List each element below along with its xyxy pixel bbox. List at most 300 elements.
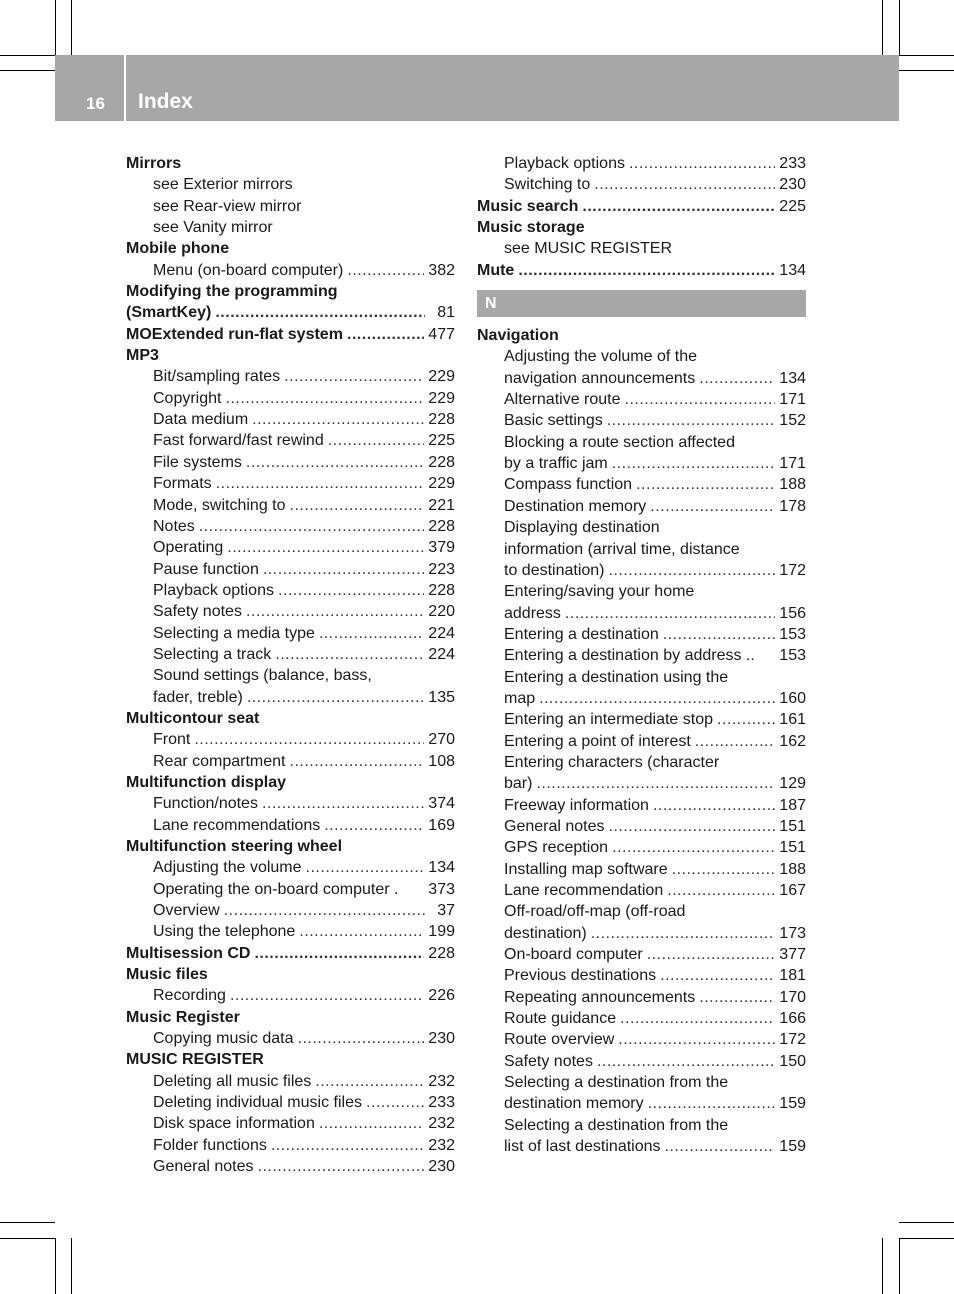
page-reference: 170 xyxy=(779,988,806,1006)
page-reference: 169 xyxy=(428,816,455,834)
entry-label: Deleting individual music files xyxy=(153,1094,362,1112)
page-reference: 172 xyxy=(779,1031,806,1049)
leader-dots xyxy=(328,430,425,451)
crop-mark xyxy=(0,55,55,56)
entry-label: Entering a point of interest xyxy=(504,732,691,750)
index-heading: Mirrors xyxy=(126,155,182,172)
entry-label: Switching to xyxy=(504,176,591,194)
index-heading: Music files xyxy=(126,966,208,984)
entry-label: (SmartKey) xyxy=(126,304,212,322)
leader-dots xyxy=(536,773,775,794)
leader-dots xyxy=(629,153,775,174)
entry-label: General notes xyxy=(153,1158,254,1176)
crop-mark xyxy=(899,0,900,55)
leader-dots xyxy=(609,816,776,837)
leader-dots xyxy=(262,793,424,814)
leader-dots xyxy=(263,559,424,580)
entry-label: map xyxy=(504,689,536,707)
leader-dots xyxy=(252,409,424,430)
entry-label: Adjusting the volume xyxy=(153,859,302,877)
page-reference: 377 xyxy=(779,946,806,964)
index-heading: Multifunction display xyxy=(126,773,286,791)
index-subentry-with-page xyxy=(126,473,455,494)
index-subentry-with-page xyxy=(126,1071,455,1092)
entry-label: Menu (on-board computer) xyxy=(153,261,344,279)
index-subentry-with-page xyxy=(477,987,806,1008)
entry-label: Lane recommendations xyxy=(153,816,321,834)
index-subentry-with-page xyxy=(477,410,806,431)
index-subentry-with-page xyxy=(126,751,455,772)
leader-dots xyxy=(565,603,775,624)
index-subentry-with-page xyxy=(126,793,455,814)
page-reference: 166 xyxy=(779,1010,806,1028)
index-subentry-with-page xyxy=(477,474,806,495)
entry-label: Rear compartment xyxy=(153,752,286,770)
entry-label: Using the telephone xyxy=(153,923,296,941)
index-heading-with-page xyxy=(126,302,455,323)
index-heading: Mobile phone xyxy=(126,240,230,258)
leader-dots xyxy=(667,880,775,901)
entry-label: Bit/sampling rates xyxy=(153,368,281,386)
entry-label: Pause function xyxy=(153,560,259,578)
index-subentry-with-page xyxy=(477,773,806,794)
index-subentry-with-page xyxy=(126,452,455,473)
index-heading: MP3 xyxy=(126,347,159,365)
leader-dots xyxy=(582,196,775,217)
index-subentry: Entering characters (character xyxy=(504,753,720,771)
index-heading: Modifying the programming xyxy=(126,283,338,301)
index-subentry-with-page xyxy=(126,921,455,942)
page-reference: 159 xyxy=(779,1138,806,1156)
index-subentry: Sound settings (balance, bass, xyxy=(153,667,372,685)
page-reference: 229 xyxy=(428,389,455,407)
leader-dots xyxy=(636,474,775,495)
leader-dots xyxy=(315,1071,424,1092)
page-reference: 229 xyxy=(428,368,455,386)
crop-mark xyxy=(899,1238,900,1294)
page-reference: 159 xyxy=(779,1095,806,1113)
index-subentry-with-page xyxy=(126,516,455,537)
page-reference: 382 xyxy=(428,261,455,279)
index-subentry-with-page xyxy=(477,174,806,195)
entry-label: to destination) xyxy=(504,561,605,579)
entry-label: Safety notes xyxy=(153,603,242,621)
leader-dots xyxy=(216,473,425,494)
crop-mark xyxy=(882,1238,883,1294)
index-subentry-with-page xyxy=(477,731,806,752)
index-subentry-with-page xyxy=(126,900,455,921)
index-subentry-with-page xyxy=(126,985,455,1006)
entry-label: list of last destinations xyxy=(504,1138,661,1156)
leader-dots xyxy=(618,1029,775,1050)
entry-label: Copying music data xyxy=(153,1030,294,1048)
index-subentry-with-page xyxy=(477,1093,806,1114)
index-heading: Music storage xyxy=(477,219,585,237)
page-reference: 232 xyxy=(428,1136,455,1154)
index-heading: Music Register xyxy=(126,1008,240,1026)
entry-label: Copyright xyxy=(153,389,222,407)
page-reference: 81 xyxy=(437,304,455,322)
leader-dots xyxy=(620,1008,775,1029)
crop-mark xyxy=(882,0,883,55)
index-subentry-with-page xyxy=(477,944,806,965)
entry-label: Entering a destination by address .. xyxy=(504,647,755,665)
page-reference: 181 xyxy=(779,967,806,985)
entry-label: Multisession CD xyxy=(126,944,251,962)
page-reference: 228 xyxy=(428,453,455,471)
entry-label: Alternative route xyxy=(504,391,621,409)
entry-label: Front xyxy=(153,731,191,749)
page-number: 16 xyxy=(86,94,105,113)
page-reference: 187 xyxy=(779,796,806,814)
page-reference: 134 xyxy=(428,859,455,877)
leader-dots xyxy=(695,731,776,752)
leader-dots xyxy=(290,495,425,516)
crop-mark xyxy=(899,70,954,71)
page-reference: 270 xyxy=(428,731,455,749)
entry-label: Data medium xyxy=(153,411,249,429)
index-subentry-with-page xyxy=(126,1113,455,1134)
index-subentry-with-page xyxy=(126,687,455,708)
leader-dots xyxy=(647,944,776,965)
entry-label: Compass function xyxy=(504,476,633,494)
leader-dots xyxy=(224,900,425,921)
index-subentry: Off-road/off-map (off-road xyxy=(504,903,686,921)
entry-label: Freeway information xyxy=(504,796,649,814)
leader-dots xyxy=(660,965,775,986)
index-subentry-with-page xyxy=(477,688,806,709)
entry-label: Route guidance xyxy=(504,1010,617,1028)
index-subentry-with-page xyxy=(477,496,806,517)
index-subentry-with-page xyxy=(126,879,455,900)
page-reference: 379 xyxy=(428,539,455,557)
index-subentry: see Vanity mirror xyxy=(153,219,273,237)
index-subentry-with-page xyxy=(126,366,455,387)
leader-dots xyxy=(539,688,775,709)
index-subentry: Entering/saving your home xyxy=(504,583,695,601)
entry-label: destination) xyxy=(504,924,587,942)
leader-dots xyxy=(278,580,424,601)
index-subentry-with-page xyxy=(477,624,806,645)
leader-dots xyxy=(271,1135,424,1156)
page-reference: 150 xyxy=(779,1052,806,1070)
entry-label: On-board computer xyxy=(504,946,643,964)
entry-label: File systems xyxy=(153,453,242,471)
index-heading: MUSIC REGISTER xyxy=(126,1051,264,1069)
page-reference: 225 xyxy=(779,197,806,215)
entry-label: Mode, switching to xyxy=(153,496,286,514)
index-heading: Multifunction steering wheel xyxy=(126,838,343,855)
leader-dots xyxy=(597,1051,775,1072)
page-reference: 151 xyxy=(779,817,806,835)
index-subentry-with-page xyxy=(126,729,455,750)
leader-dots xyxy=(366,1092,424,1113)
index-subentry-with-page xyxy=(126,1135,455,1156)
entry-label: Playback options xyxy=(504,155,625,172)
page-reference: 477 xyxy=(428,325,455,343)
index-subentry: see Rear-view mirror xyxy=(153,197,302,215)
leader-dots xyxy=(663,624,776,645)
index-subentry-with-page xyxy=(126,580,455,601)
page-reference: 232 xyxy=(428,1115,455,1133)
leader-dots xyxy=(324,815,424,836)
index-subentry: Blocking a route section affected xyxy=(504,433,735,451)
crop-mark xyxy=(71,1238,72,1294)
page-reference: 151 xyxy=(779,839,806,857)
index-heading-with-page xyxy=(126,943,455,964)
index-column-left xyxy=(126,153,455,1178)
index-subentry-with-page xyxy=(126,1092,455,1113)
leader-dots xyxy=(653,795,775,816)
index-subentry-with-page xyxy=(477,453,806,474)
index-subentry: see MUSIC REGISTER xyxy=(504,240,673,258)
page-reference: 188 xyxy=(779,860,806,878)
page-reference: 374 xyxy=(428,795,455,813)
page-reference: 223 xyxy=(428,560,455,578)
crop-mark xyxy=(55,0,56,55)
entry-label: Formats xyxy=(153,475,212,493)
index-subentry-with-page xyxy=(126,601,455,622)
page-reference: 178 xyxy=(779,497,806,515)
page-reference: 225 xyxy=(428,432,455,450)
entry-label: by a traffic jam xyxy=(504,455,608,473)
page-reference: 224 xyxy=(428,645,455,663)
entry-label: Disk space information xyxy=(153,1115,315,1133)
leader-dots xyxy=(607,410,776,431)
leader-dots xyxy=(591,923,776,944)
entry-label: Installing map software xyxy=(504,860,668,878)
page-reference: 173 xyxy=(779,924,806,942)
leader-dots xyxy=(254,943,424,964)
index-subentry-with-page xyxy=(126,1156,455,1177)
index-subentry: Adjusting the volume of the xyxy=(504,348,698,366)
entry-label: Recording xyxy=(153,987,226,1005)
crop-mark xyxy=(71,0,72,55)
entry-label: Entering an intermediate stop xyxy=(504,711,714,729)
entry-label: Selecting a track xyxy=(153,645,272,663)
index-heading-with-page xyxy=(477,260,806,281)
entry-label: Repeating announcements xyxy=(504,988,696,1006)
entry-label: Operating the on-board computer . xyxy=(153,880,399,898)
index-subentry-with-page xyxy=(126,857,455,878)
entry-label: MOExtended run-flat system xyxy=(126,325,343,343)
entry-label: fader, treble) xyxy=(153,688,243,706)
index-subentry-with-page xyxy=(477,1136,806,1157)
index-subentry-with-page xyxy=(477,153,806,174)
index-subentry: Entering a destination using the xyxy=(504,668,729,686)
page-reference: 220 xyxy=(428,603,455,621)
entry-label: Entering a destination xyxy=(504,625,659,643)
index-subentry-with-page xyxy=(126,537,455,558)
page-reference: 188 xyxy=(779,476,806,494)
leader-dots xyxy=(194,729,424,750)
entry-label: Deleting all music files xyxy=(153,1072,312,1090)
index-subentry-with-page xyxy=(477,837,806,858)
index-subentry-with-page xyxy=(477,389,806,410)
entry-label: GPS reception xyxy=(504,839,609,857)
leader-dots xyxy=(319,623,424,644)
page-reference: 171 xyxy=(779,391,806,409)
leader-dots xyxy=(699,368,775,389)
page-reference: 152 xyxy=(779,412,806,430)
page-reference: 230 xyxy=(428,1030,455,1048)
index-heading-with-page xyxy=(126,324,455,345)
crop-mark xyxy=(55,1238,56,1294)
page-reference: 233 xyxy=(428,1094,455,1112)
crop-mark xyxy=(0,70,55,71)
leader-dots xyxy=(246,452,424,473)
page-reference: 224 xyxy=(428,624,455,642)
leader-dots xyxy=(612,453,776,474)
index-column-right xyxy=(477,153,806,1157)
leader-dots xyxy=(284,366,424,387)
index-subentry-with-page xyxy=(477,709,806,730)
index-heading: Navigation xyxy=(477,327,559,345)
index-subentry-with-page xyxy=(477,1051,806,1072)
leader-dots xyxy=(225,388,424,409)
page-reference: 233 xyxy=(779,155,806,172)
page-reference: 226 xyxy=(428,987,455,1005)
page-reference: 228 xyxy=(428,411,455,429)
entry-label: bar) xyxy=(504,775,533,793)
index-subentry: Displaying destination xyxy=(504,519,660,537)
entry-label: Basic settings xyxy=(504,412,603,430)
entry-label: Music search xyxy=(477,197,579,215)
page-reference: 229 xyxy=(428,475,455,493)
leader-dots xyxy=(299,921,424,942)
entry-label: Selecting a media type xyxy=(153,624,315,642)
leader-dots xyxy=(518,260,775,281)
page-reference: 161 xyxy=(779,711,806,729)
entry-label: navigation announcements xyxy=(504,369,696,387)
index-subentry-with-page xyxy=(126,388,455,409)
page-reference: 172 xyxy=(779,561,806,579)
index-subentry: Selecting a destination from the xyxy=(504,1116,729,1134)
leader-dots xyxy=(199,516,425,537)
entry-label: Operating xyxy=(153,539,224,557)
index-subentry-with-page xyxy=(477,560,806,581)
index-subentry-with-page xyxy=(477,1029,806,1050)
page-reference: 221 xyxy=(428,496,455,514)
entry-label: Fast forward/fast rewind xyxy=(153,432,324,450)
page-reference: 171 xyxy=(779,455,806,473)
page-title: Index xyxy=(138,90,193,113)
leader-dots xyxy=(665,1136,776,1157)
index-subentry-with-page xyxy=(126,644,455,665)
entry-label: Playback options xyxy=(153,581,274,599)
page-reference: 134 xyxy=(779,369,806,387)
page-reference: 135 xyxy=(428,688,455,706)
leader-dots xyxy=(290,751,425,772)
leader-dots xyxy=(672,859,776,880)
index-subentry-with-page xyxy=(126,1028,455,1049)
index-heading: Multicontour seat xyxy=(126,709,260,727)
page-reference: 199 xyxy=(428,923,455,941)
entry-label: Mute xyxy=(477,261,515,279)
leader-dots xyxy=(298,1028,425,1049)
leader-dots xyxy=(717,709,775,730)
index-subentry-with-page xyxy=(477,880,806,901)
index-subentry-with-page xyxy=(477,816,806,837)
entry-label: Lane recommendation xyxy=(504,882,664,899)
page-reference: 108 xyxy=(428,752,455,770)
page-reference: 162 xyxy=(779,732,806,750)
page-reference: 37 xyxy=(437,902,455,920)
leader-dots xyxy=(227,537,424,558)
entry-label: address xyxy=(504,604,561,622)
page-reference: 167 xyxy=(779,882,806,899)
index-subentry: information (arrival time, distance xyxy=(504,540,740,558)
index-heading-with-page xyxy=(477,196,806,217)
page-reference: 373 xyxy=(428,880,455,898)
crop-mark xyxy=(0,1222,55,1223)
index-subentry-with-page xyxy=(477,859,806,880)
leader-dots xyxy=(650,496,775,517)
leader-dots xyxy=(246,601,424,622)
leader-dots xyxy=(319,1113,424,1134)
page-reference: 228 xyxy=(428,581,455,599)
page-reference: 230 xyxy=(779,176,806,194)
leader-dots xyxy=(275,644,424,665)
entry-label: Folder functions xyxy=(153,1136,267,1154)
entry-label: Overview xyxy=(153,902,220,920)
index-subentry-with-page xyxy=(477,603,806,624)
index-subentry-with-page xyxy=(477,645,806,666)
entry-label: destination memory xyxy=(504,1095,644,1113)
header-divider xyxy=(124,55,126,121)
section-letter-bar: N xyxy=(477,290,806,317)
entry-label: Destination memory xyxy=(504,497,647,515)
entry-label: Function/notes xyxy=(153,795,258,813)
crop-mark xyxy=(899,1238,954,1239)
entry-label: Previous destinations xyxy=(504,967,657,985)
index-subentry-with-page xyxy=(126,559,455,580)
page-reference: 153 xyxy=(779,647,806,665)
page-reference: 228 xyxy=(428,944,455,962)
leader-dots xyxy=(699,987,775,1008)
leader-dots xyxy=(347,324,424,345)
page-reference: 156 xyxy=(779,604,806,622)
index-subentry-with-page xyxy=(126,815,455,836)
entry-label: Notes xyxy=(153,517,195,535)
page-reference: 230 xyxy=(428,1158,455,1176)
leader-dots xyxy=(594,174,775,195)
leader-dots xyxy=(612,837,775,858)
index-subentry-with-page xyxy=(126,409,455,430)
page-reference: 153 xyxy=(779,625,806,643)
leader-dots xyxy=(306,857,425,878)
index-subentry-with-page xyxy=(126,430,455,451)
crop-mark xyxy=(899,55,954,56)
index-subentry: see Exterior mirrors xyxy=(153,176,293,194)
page-reference: 129 xyxy=(779,775,806,793)
page-reference: 134 xyxy=(779,261,806,279)
crop-mark xyxy=(899,1222,954,1223)
index-subentry-with-page xyxy=(126,495,455,516)
page-reference: 160 xyxy=(779,689,806,707)
entry-label: Route overview xyxy=(504,1031,615,1049)
page-reference: 228 xyxy=(428,517,455,535)
index-subentry-with-page xyxy=(126,623,455,644)
entry-label: General notes xyxy=(504,817,605,835)
index-subentry-with-page xyxy=(477,795,806,816)
index-subentry-with-page xyxy=(477,368,806,389)
leader-dots xyxy=(247,687,424,708)
leader-dots xyxy=(230,985,424,1006)
index-subentry-with-page xyxy=(477,1008,806,1029)
index-subentry-with-page xyxy=(126,260,455,281)
entry-label: Safety notes xyxy=(504,1052,593,1070)
